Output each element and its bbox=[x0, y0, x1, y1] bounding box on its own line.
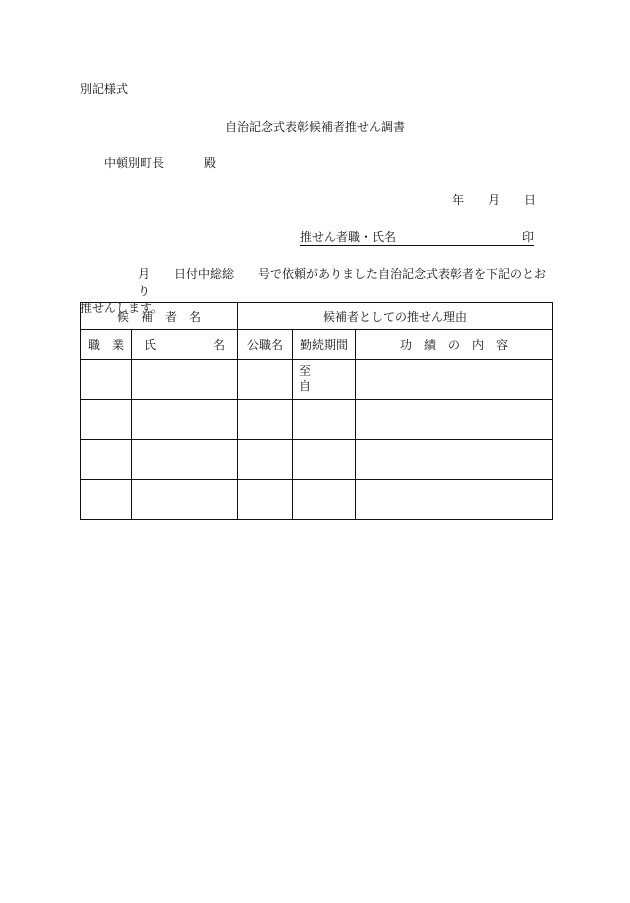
cell-achievements[interactable] bbox=[356, 360, 553, 400]
cell-occupation[interactable] bbox=[81, 440, 132, 480]
date-year: 年 bbox=[452, 193, 465, 207]
header-candidate-name: 候 補 者 名 bbox=[81, 303, 238, 330]
cell-service-period[interactable] bbox=[293, 400, 356, 440]
col-name-given: 名 bbox=[213, 338, 226, 352]
col-occupation: 職 業 bbox=[81, 330, 132, 360]
form-label: 別記様式 bbox=[80, 82, 129, 96]
document-title: 自治記念式表彰候補者推せん調書 bbox=[224, 120, 405, 134]
col-name-surname: 氏 bbox=[144, 338, 157, 352]
col-name bbox=[132, 330, 238, 360]
cell-achievements[interactable] bbox=[356, 440, 553, 480]
cell-public-office[interactable] bbox=[238, 480, 293, 520]
table-row bbox=[81, 360, 553, 400]
table-row bbox=[81, 480, 553, 520]
col-achievements: 功 績 の 内 容 bbox=[356, 330, 553, 360]
cell-occupation[interactable] bbox=[81, 360, 132, 400]
cell-name[interactable] bbox=[132, 360, 238, 400]
cell-service-period[interactable] bbox=[293, 360, 356, 400]
cell-name[interactable] bbox=[132, 480, 238, 520]
body-month: 月 bbox=[138, 267, 151, 281]
cell-public-office[interactable] bbox=[238, 400, 293, 440]
period-from: 自 bbox=[299, 379, 312, 393]
cell-achievements[interactable] bbox=[356, 480, 553, 520]
recommender-label: 推せん者職・氏名 bbox=[300, 230, 397, 244]
cell-public-office[interactable] bbox=[238, 440, 293, 480]
col-service-period: 勤続期間 bbox=[293, 330, 356, 360]
table-row bbox=[81, 440, 553, 480]
recommender-line bbox=[300, 230, 534, 246]
cell-occupation[interactable] bbox=[81, 400, 132, 440]
body-number-text: 号で依頼がありました自治記念式表彰者を下記のとおり bbox=[138, 267, 547, 298]
candidate-table bbox=[80, 302, 553, 520]
date-day: 日 bbox=[524, 193, 537, 207]
cell-name[interactable] bbox=[132, 440, 238, 480]
date-line bbox=[452, 193, 536, 207]
date-month: 月 bbox=[488, 193, 501, 207]
cell-service-period[interactable] bbox=[293, 480, 356, 520]
period-to: 至 bbox=[299, 364, 312, 378]
addressee-honorific: 殿 bbox=[204, 156, 217, 170]
table-header-row bbox=[81, 303, 553, 330]
body-date-ref: 日付中総総 bbox=[174, 267, 235, 281]
cell-public-office[interactable] bbox=[238, 360, 293, 400]
cell-service-period[interactable] bbox=[293, 440, 356, 480]
body-line2: 推せんします。 bbox=[80, 301, 164, 315]
table-subheader-row bbox=[81, 330, 553, 360]
table-row bbox=[81, 400, 553, 440]
cell-name[interactable] bbox=[132, 400, 238, 440]
col-public-office: 公職名 bbox=[238, 330, 293, 360]
addressee-name: 中頓別町長 bbox=[104, 156, 165, 170]
cell-occupation[interactable] bbox=[81, 480, 132, 520]
seal-mark: 印 bbox=[521, 230, 534, 244]
addressee bbox=[104, 156, 216, 170]
header-recommendation-reason: 候補者としての推せん理由 bbox=[238, 303, 553, 330]
cell-achievements[interactable] bbox=[356, 400, 553, 440]
